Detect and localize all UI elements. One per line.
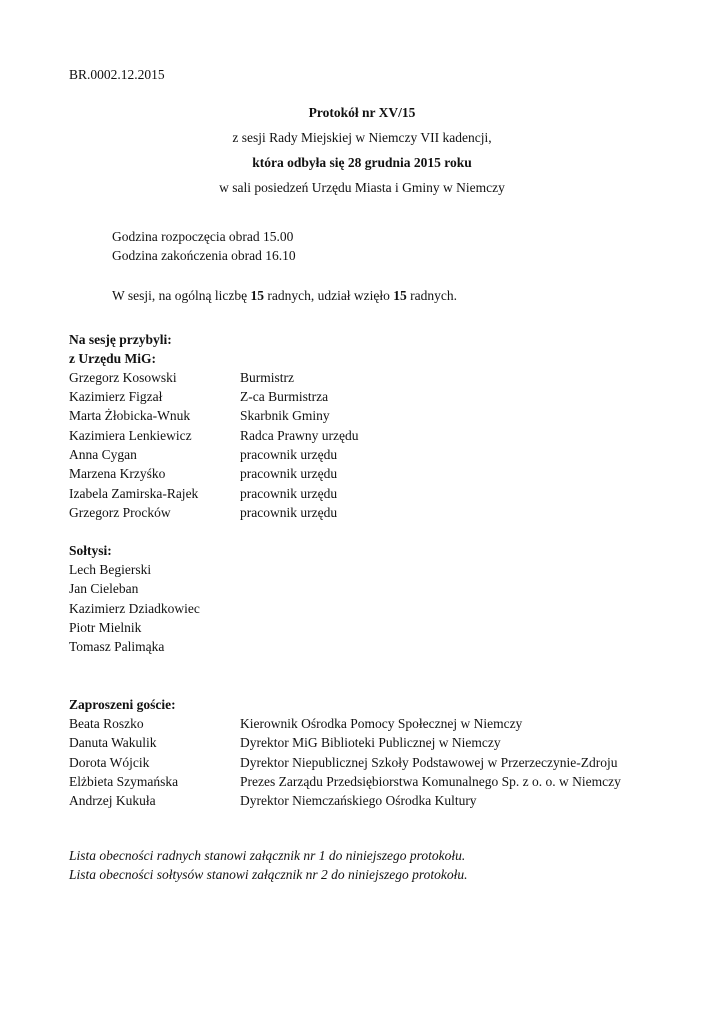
document-title: Protokół nr XV/15 [308, 105, 416, 120]
guest-name: Beata Roszko [69, 716, 144, 731]
office-person-role: Z-ca Burmistrza [240, 389, 329, 404]
guest-role: Prezes Zarządu Przedsiębiorstwa Komunalnego Sp. z o. o. w Niemczy [240, 774, 621, 789]
guest-role: Dyrektor MiG Biblioteki Publicznej w Niemczy [240, 735, 501, 750]
guest-name: Andrzej Kukuła [69, 793, 156, 808]
soltys-name: Kazimierz Dziadkowiec [69, 601, 200, 616]
office-person-role: pracownik urzędu [240, 505, 338, 520]
guest-role: Dyrektor Niepublicznej Szkoły Podstawowej w Przerzeczynie-Zdroju [240, 755, 618, 770]
office-person-name: Marzena Krzyśko [69, 466, 166, 481]
attendance-total: 15 [250, 288, 264, 303]
office-person-role: pracownik urzędu [240, 466, 338, 481]
attendance-present: 15 [393, 288, 407, 303]
end-time: Godzina zakończenia obrad 16.10 [112, 248, 296, 263]
guest-role: Dyrektor Niemczańskiego Ośrodka Kultury [240, 793, 477, 808]
office-person-name: Izabela Zamirska-Rajek [69, 486, 199, 501]
office-person-role: Radca Prawny urzędu [240, 428, 359, 443]
attendance-line [112, 288, 457, 304]
office-person-name: Kazimierz Figzał [69, 389, 163, 404]
document-subtitle-date: która odbyła się 28 grudnia 2015 roku [252, 155, 472, 170]
guest-name: Elżbieta Szymańska [69, 774, 179, 789]
office-person-name: Grzegorz Procków [69, 505, 171, 520]
office-person-name: Kazimiera Lenkiewicz [69, 428, 192, 443]
attendance-suffix: radnych. [406, 288, 458, 303]
soltys-name: Tomasz Palimąka [69, 639, 165, 654]
attendance-prefix: W sesji, na ogólną liczbę [112, 288, 251, 303]
start-time: Godzina rozpoczęcia obrad 15.00 [112, 229, 294, 244]
office-person-role: pracownik urzędu [240, 447, 338, 462]
office-person-name: Marta Żłobicka-Wnuk [69, 408, 191, 423]
guests-heading: Zaproszeni goście: [69, 697, 176, 712]
office-person-role: Skarbnik Gminy [240, 408, 330, 423]
attendance-middle: radnych, udział wzięło [263, 288, 394, 303]
office-person-name: Anna Cygan [69, 447, 137, 462]
soltys-name: Lech Begierski [69, 562, 152, 577]
document-subtitle-session: z sesji Rady Miejskiej w Niemczy VII kadencji, [232, 130, 492, 145]
soltys-name: Jan Cieleban [69, 581, 139, 596]
office-person-name: Grzegorz Kosowski [69, 370, 177, 385]
attendance-note: Lista obecności radnych stanowi załącznik nr 1 do niniejszego protokołu. [69, 848, 466, 863]
office-heading: z Urzędu MiG: [69, 351, 156, 366]
present-heading: Na sesję przybyli: [69, 332, 172, 347]
guest-role: Kierownik Ośrodka Pomocy Społecznej w Niemczy [240, 716, 523, 731]
office-person-role: pracownik urzędu [240, 486, 338, 501]
document-subtitle-location: w sali posiedzeń Urzędu Miasta i Gminy w Niemczy [219, 180, 505, 195]
guest-name: Dorota Wójcik [69, 755, 150, 770]
document-reference: BR.0002.12.2015 [69, 67, 165, 82]
attendance-note: Lista obecności sołtysów stanowi załącznik nr 2 do niniejszego protokołu. [69, 867, 468, 882]
soltys-name: Piotr Mielnik [69, 620, 142, 635]
guest-name: Danuta Wakulik [69, 735, 157, 750]
office-person-role: Burmistrz [240, 370, 294, 385]
soltysi-heading: Sołtysi: [69, 543, 112, 558]
